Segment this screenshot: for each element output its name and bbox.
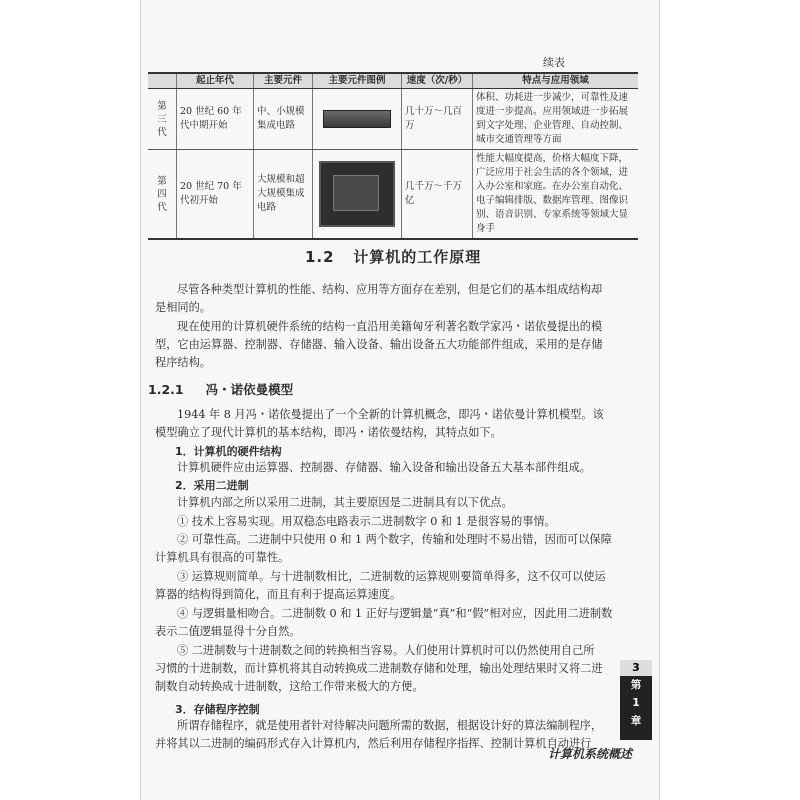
intro-paragraph: 尽管各种类型计算机的性能、结构、应用等方面存在差别，但是它们的基本组成结构却是相同的。 — [155, 283, 603, 314]
table-header: 特点与应用领域 — [473, 73, 639, 89]
features-cell: 性能大幅度提高，价格大幅度下降，广泛应用于社会生活的各个领域，进入办公室和家庭。在办公室自动化、电子编辑排版、数据库管理、图像识别、语音识别、专家系统等领域大显身手 — [473, 150, 639, 240]
years-cell: 20 世纪 60 年代中期开始 — [177, 89, 254, 150]
chapter-footer: 计算机系统概述 — [548, 747, 633, 761]
speed-cell: 几千万～千万亿 — [402, 150, 473, 240]
heading-stored-program: 3．存储程序控制 — [175, 703, 260, 716]
vlsi-chip-image — [319, 161, 395, 227]
table-header: 主要元件图例 — [313, 73, 402, 89]
paragraph-1944: 1944 年 8 月冯・诺依曼提出了一个全新的计算机概念，即冯・诺依曼计算机模型。该模型确立了现代计算机的基本结构，即冯・诺依曼结构，其特点如下。 — [155, 408, 604, 439]
chapter-tab-char: 第 — [630, 679, 642, 691]
features-cell: 体积、功耗进一步减少，可靠性及速度进一步提高。应用领域进一步拓展到文字处理、企业管理、自动控制、城市交通管理等方面 — [473, 89, 639, 150]
table-header — [148, 73, 177, 89]
section-heading-1-2-1: 1.2.1 冯・诺依曼模型 — [148, 382, 294, 397]
chapter-tab-char: 1 — [632, 697, 640, 709]
heading-hardware: 1．计算机的硬件结构 — [175, 445, 282, 458]
intro-paragraph: 现在使用的计算机硬件系统的结构一直沿用美籍匈牙利著名数学家冯・诺依曼提出的模型，它由运算器、控制器、存储器、输入设备、输出设备五大功能部件组成，采用的是存储程序结构。 — [155, 320, 603, 369]
component-image-cell — [313, 89, 402, 150]
paragraph-hardware: 计算机硬件应由运算器、控制器、存储器、输入设备和输出设备五大基本部件组成。 — [177, 461, 591, 474]
binary-point: ② 可靠性高。二进制中只使用 0 和 1 两个数字，传输和处理时不易出错，因而可以保障计算机具有很高的可靠性。 — [155, 533, 612, 564]
binary-point: ① 技术上容易实现。用双稳态电路表示二进制数字 0 和 1 是很容易的事情。 — [177, 515, 556, 528]
table-header: 主要元件 — [254, 73, 313, 89]
section-heading-1-2: 1.2 计算机的工作原理 — [305, 248, 482, 266]
generation-cell: 第三代 — [148, 89, 177, 150]
component-image-cell — [313, 150, 402, 240]
table-header: 起止年代 — [177, 73, 254, 89]
speed-cell: 几十万～几百万 — [402, 89, 473, 150]
table-row — [148, 89, 638, 150]
chapter-tab-char: 章 — [630, 715, 642, 727]
ic-chip-image — [323, 110, 391, 128]
table-header-row — [148, 73, 638, 89]
binary-point: ④ 与逻辑量相吻合。二进制数 0 和 1 正好与逻辑量“真”和“假”相对应，因此用二进制数表示二值逻辑显得十分自然。 — [155, 607, 613, 638]
paragraph-binary: 计算机内部之所以采用二进制，其主要原因是二进制具有以下优点。 — [177, 496, 513, 509]
generation-table — [148, 72, 638, 240]
paragraph-stored-program: 所谓存储程序，就是使用者针对待解决问题所需的数据，根据设计好的算法编制程序，并将其以二进制的编码形式存入计算机内，然后利用存储程序指挥、控制计算机自动进行 — [155, 719, 603, 750]
component-cell: 中、小规模集成电路 — [254, 89, 313, 150]
years-cell: 20 世纪 70 年代初开始 — [177, 150, 254, 240]
continued-label: 续表 — [543, 56, 565, 69]
chapter-tab — [620, 660, 652, 740]
binary-point: ③ 运算规则简单。与十进制数相比，二进制数的运算规则要简单得多，这不仅可以使运算器的结构得到简化，而且有利于提高运算速度。 — [155, 570, 606, 601]
binary-point: ⑤ 二进制数与十进制数之间的转换相当容易。人们使用计算机时可以仍然使用自己所习惯的十进制数，而计算机将其自动转换成二进制数存储和处理，输出处理结果时又将二进制数自动转换成十进制数，这给工作带来极大的方便。 — [155, 644, 603, 693]
heading-binary: 2．采用二进制 — [175, 479, 249, 492]
page-number: 3 — [620, 660, 652, 676]
table-row — [148, 150, 638, 240]
generation-cell: 第四代 — [148, 150, 177, 240]
component-cell: 大规模和超大规模集成电路 — [254, 150, 313, 240]
table-header: 速度（次/秒） — [402, 73, 473, 89]
